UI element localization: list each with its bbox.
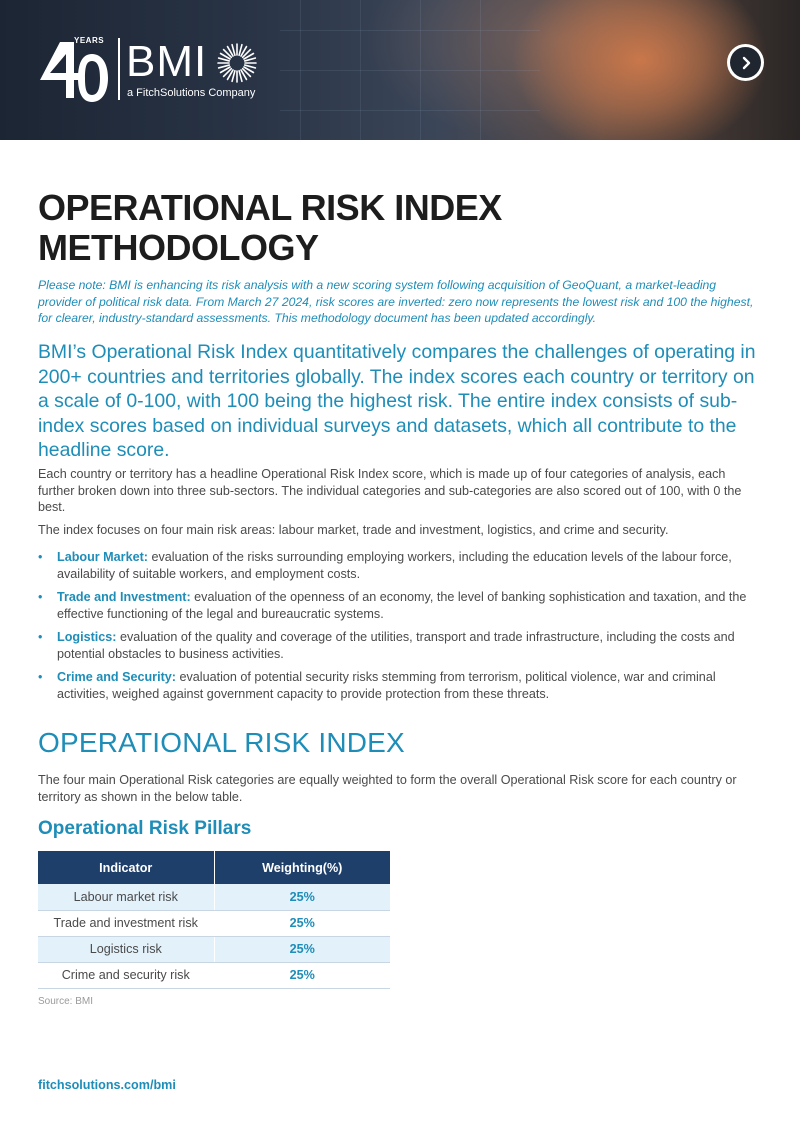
list-item-term: Trade and Investment:: [57, 590, 191, 604]
page-title: [38, 188, 758, 268]
table-row: [38, 910, 390, 936]
risk-areas-list: [38, 549, 763, 709]
bullet-icon: •: [38, 670, 43, 684]
list-item-text: evaluation of the quality and coverage of the utilities, transport and trade infrastructure, including the costs and potential obstacles to business activities.: [57, 630, 735, 661]
title-line-2: METHODOLOGY: [38, 227, 319, 268]
bullet-icon: •: [38, 630, 43, 644]
bmi-logo-text: BMI: [126, 37, 208, 86]
title-line-1: OPERATIONAL RISK INDEX: [38, 187, 502, 228]
logo-subtitle: a FitchSolutions Company: [127, 87, 256, 99]
list-item-text: evaluation of the risks surrounding employing workers, including the education levels of the labour force, availability of suitable workers, and employment costs.: [57, 550, 732, 581]
list-item-term: Labour Market:: [57, 550, 148, 564]
chevron-right-icon: [739, 56, 753, 70]
methodology-note: Please note: BMI is enhancing its risk analysis with a new scoring system following acquisition of GeoQuant, a market-leading provider of political risk data. From March 27 2024, risk scores are inverted: zero now represents the lowest risk and 100 the highest, for clearer, industry-standard assessments. This methodology document has been updated accordingly.: [38, 278, 754, 325]
table-source: Source: BMI: [38, 996, 94, 1007]
table-header-row: [38, 851, 390, 884]
bullet-icon: •: [38, 590, 43, 604]
table-title: Operational Risk Pillars: [38, 818, 252, 839]
logo-divider: [118, 38, 120, 100]
table-row: [38, 936, 390, 962]
list-item: [38, 549, 763, 582]
list-item-term: Logistics:: [57, 630, 117, 644]
table-row: [38, 884, 390, 910]
body-paragraph-2: The index focuses on four main risk areas: labour market, trade and investment, logistics, and crime and security.: [38, 523, 669, 537]
weight-cell: 25%: [214, 884, 390, 910]
indicator-cell: Crime and security risk: [38, 962, 214, 988]
section-heading: OPERATIONAL RISK INDEX: [38, 727, 405, 758]
lead-paragraph: BMI’s Operational Risk Index quantitatively compares the challenges of operating in 200+ countries and territories globally. The index scores each country or territory on a scale of 0-100, with 100 being the highest risk. The entire index consists of sub-index scores based on individual surveys and datasets, which all contribute to the headline score.: [38, 341, 756, 461]
indicator-cell: Labour market risk: [38, 884, 214, 910]
section-paragraph: The four main Operational Risk categories are equally weighted to form the overall Operational Risk score for each country or territory as shown in the below table.: [38, 773, 737, 804]
column-header-weighting: Weighting(%): [214, 851, 390, 884]
header-banner: [0, 0, 800, 140]
list-item-term: Crime and Security:: [57, 670, 176, 684]
table-row: [38, 962, 390, 988]
list-item: [38, 669, 763, 702]
weight-cell: 25%: [214, 936, 390, 962]
indicator-cell: Trade and investment risk: [38, 910, 214, 936]
indicator-cell: Logistics risk: [38, 936, 214, 962]
list-item: [38, 589, 763, 622]
list-item: [38, 629, 763, 662]
list-item-text: evaluation of the openness of an economy, the level of banking sophistication and taxation, and the effective functioning of the legal and bureaucratic systems.: [57, 590, 747, 621]
column-header-indicator: Indicator: [38, 851, 214, 884]
weight-cell: 25%: [214, 910, 390, 936]
footer-website-link[interactable]: fitchsolutions.com/bmi: [38, 1078, 176, 1092]
bullet-icon: •: [38, 550, 43, 564]
weight-cell: 25%: [214, 962, 390, 988]
logo-years-text: YEARS: [74, 36, 105, 45]
body-paragraph-1: Each country or territory has a headline Operational Risk Index score, which is made up of four categories of analysis, each further broken down into three sub-sectors. The individual categories and sub-categories are also scored out of 100, with 0 the best.: [38, 467, 742, 514]
anniversary-40-logo-icon: [38, 40, 110, 102]
list-item-text: evaluation of potential security risks stemming from terrorism, political violence, war and criminal activities, weighed against government capacity to provide protection from these threats.: [57, 670, 716, 701]
next-page-button[interactable]: [727, 44, 764, 81]
sunburst-logo-icon: [216, 42, 258, 84]
risk-pillars-table: [38, 851, 390, 989]
